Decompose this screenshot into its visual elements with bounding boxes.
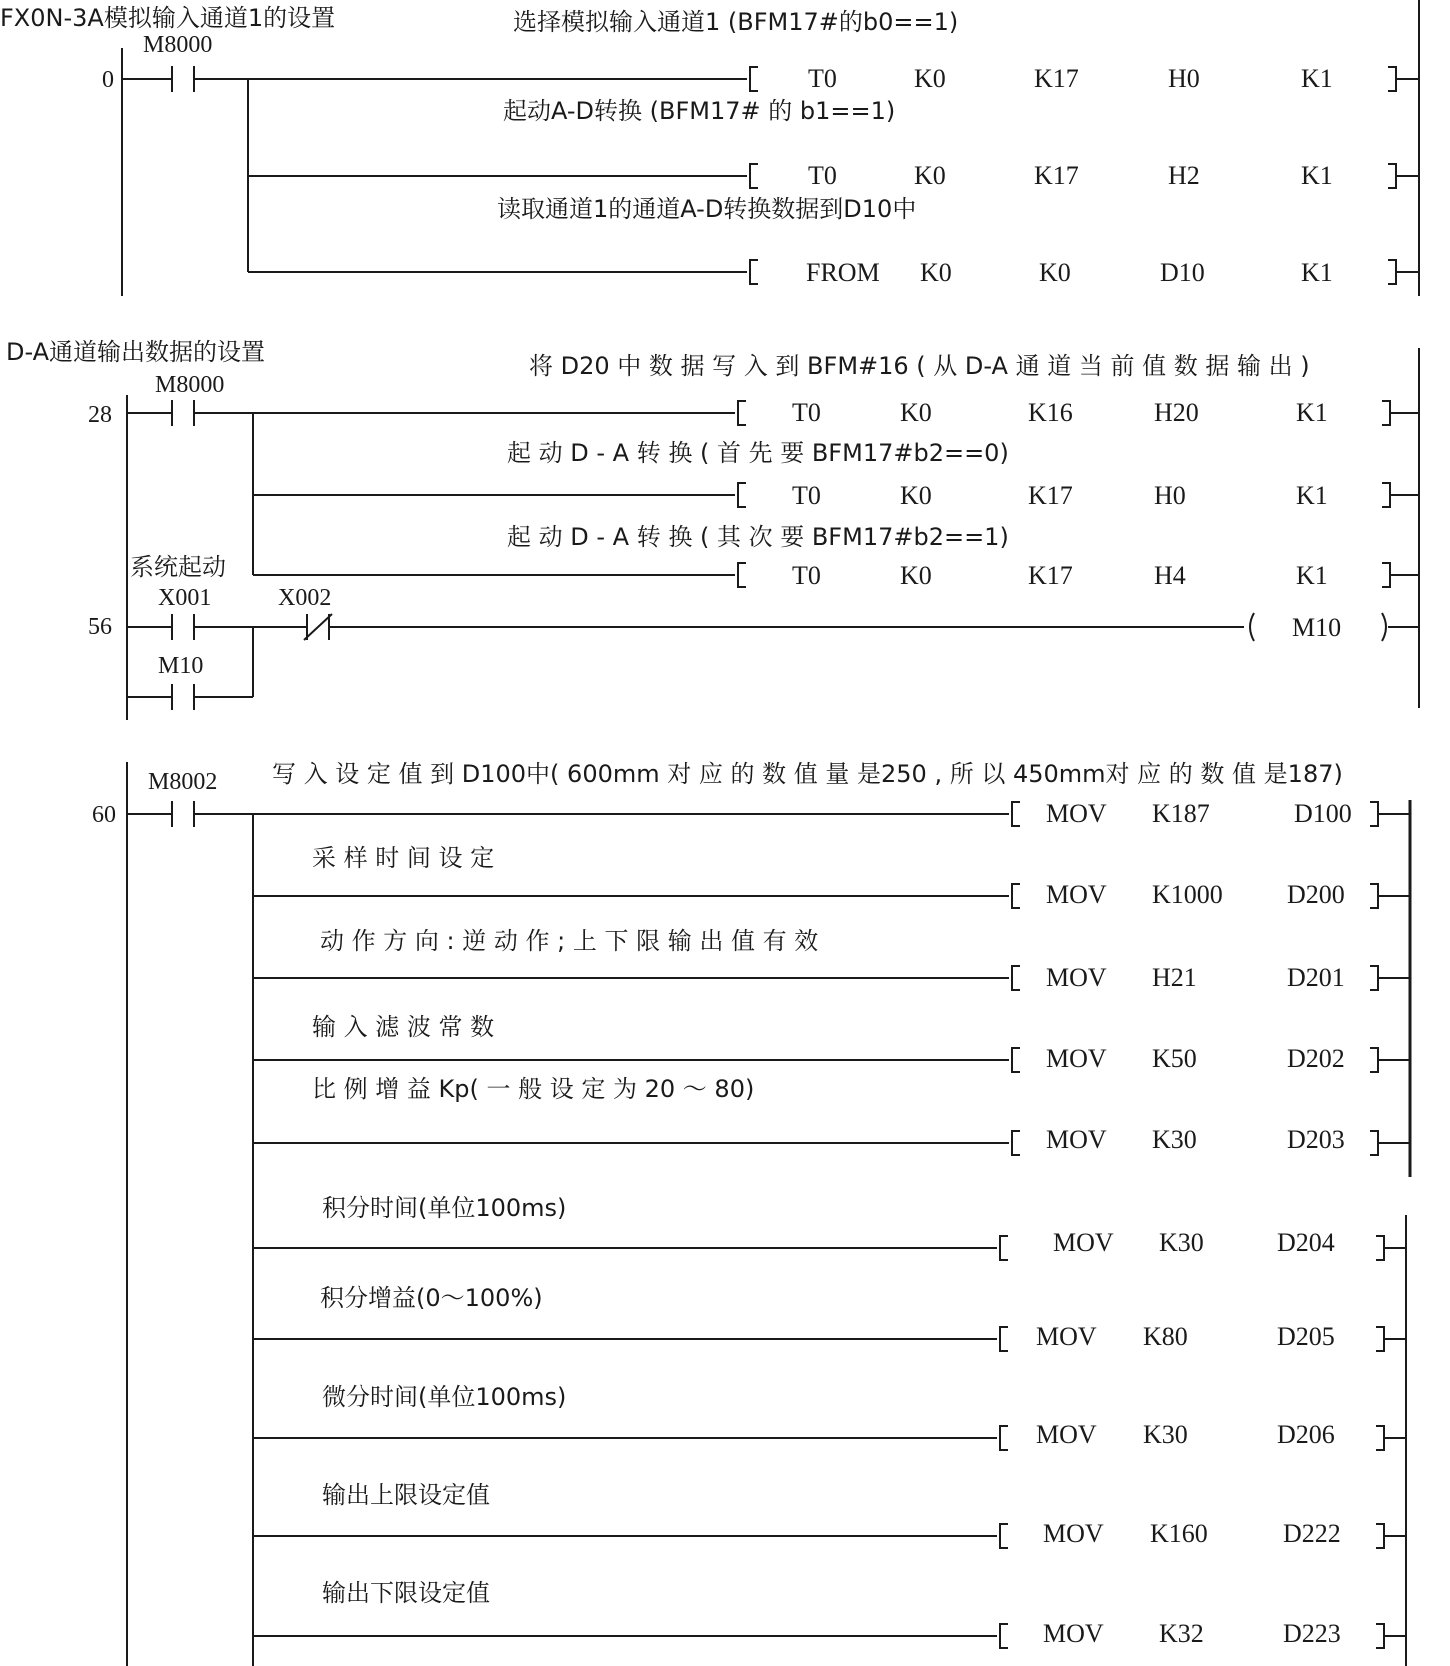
cell-pid-9-2: K160	[1150, 1519, 1208, 1548]
cell-pid-7-3: D205	[1277, 1322, 1335, 1351]
comment-da-3: 起 动 D - A 转 换 ( 其 次 要 BFM17#b2==1)	[507, 523, 1009, 551]
instruction-da-3	[738, 561, 1390, 590]
cell-da-3-4: H4	[1154, 561, 1186, 590]
comment-pid-2: 采 样 时 间 设 定	[312, 844, 495, 872]
cell-da-2-1: T0	[792, 481, 821, 510]
contact-da-label: M8000	[155, 372, 225, 398]
cell-da-1-4: H20	[1154, 398, 1199, 427]
comment-ad-1: 选择模拟输入通道1 (BFM17#的b0==1)	[513, 8, 959, 36]
cell-da-1-2: K0	[900, 398, 932, 427]
cell-da-3-5: K1	[1296, 561, 1328, 590]
cell-ad-3-4: D10	[1160, 258, 1205, 287]
cell-pid-7-1: MOV	[1036, 1322, 1097, 1351]
contact-m10-label: M10	[158, 653, 204, 679]
section-pid	[92, 760, 1410, 1666]
cell-pid-2-2: K1000	[1152, 880, 1223, 909]
cell-pid-10-2: K32	[1159, 1619, 1204, 1648]
contact-pid-m8002	[172, 801, 194, 827]
cell-pid-5-3: D203	[1287, 1125, 1345, 1154]
coil-m10	[1250, 613, 1386, 642]
comment-pid-7: 积分增益(0～100%)	[320, 1284, 543, 1312]
instruction-pid-7	[1000, 1322, 1384, 1351]
cell-pid-8-3: D206	[1277, 1420, 1335, 1449]
comment-pid-3: 动 作 方 向 : 逆 动 作 ; 上 下 限 输 出 值 有 效	[320, 927, 819, 955]
contact-x002-label: X002	[278, 585, 332, 611]
cell-ad-2-3: K17	[1034, 161, 1079, 190]
instruction-pid-2	[1012, 880, 1378, 909]
cell-ad-1-2: K0	[914, 64, 946, 93]
comment-ad-2: 起动A-D转换 (BFM17# 的 b1==1)	[503, 97, 896, 125]
comment-pid-1: 写 入 设 定 值 到 D100中( 600mm 对 应 的 数 值 量 是250 , 所 以 450mm对 应 的 数 值 是187)	[272, 760, 1343, 788]
cell-pid-6-3: D204	[1277, 1228, 1335, 1257]
cell-da-1-1: T0	[792, 398, 821, 427]
coil-m10-label: M10	[1292, 613, 1342, 642]
instruction-da-1	[738, 398, 1390, 427]
section-ad	[0, 0, 1419, 296]
section-da	[6, 338, 1419, 720]
cell-pid-4-2: K50	[1152, 1044, 1197, 1073]
cell-da-1-3: K16	[1028, 398, 1073, 427]
cell-pid-8-2: K30	[1143, 1420, 1188, 1449]
cell-pid-5-1: MOV	[1046, 1125, 1107, 1154]
contact-m10	[172, 684, 194, 710]
step-start: 56	[88, 614, 112, 640]
instruction-pid-9	[1000, 1519, 1384, 1548]
contact-x001	[172, 614, 194, 640]
step-pid: 60	[92, 802, 116, 828]
comment-pid-8: 微分时间(单位100ms)	[322, 1383, 567, 1411]
instruction-pid-8	[1000, 1420, 1384, 1450]
comment-da-1: 将 D20 中 数 据 写 入 到 BFM#16 ( 从 D-A 通 道 当 前 值 数 据 输 出 )	[529, 352, 1310, 380]
cell-ad-1-3: K17	[1034, 64, 1079, 93]
section-da-title: D-A通道输出数据的设置	[6, 338, 266, 366]
contact-x001-label: X001	[158, 585, 212, 611]
cell-da-3-1: T0	[792, 561, 821, 590]
cell-pid-9-3: D222	[1283, 1519, 1341, 1548]
comment-pid-9: 输出上限设定值	[322, 1481, 490, 1509]
instruction-pid-4	[1012, 1044, 1378, 1073]
cell-da-1-5: K1	[1296, 398, 1328, 427]
instruction-pid-3	[1012, 963, 1378, 992]
cell-da-2-4: H0	[1154, 481, 1186, 510]
cell-pid-1-2: K187	[1152, 799, 1210, 828]
comment-ad-3: 读取通道1的通道A-D转换数据到D10中	[497, 195, 917, 223]
cell-ad-3-2: K0	[920, 258, 952, 287]
instruction-pid-5	[1012, 1125, 1378, 1155]
cell-pid-2-3: D200	[1287, 880, 1345, 909]
cell-pid-6-1: MOV	[1053, 1228, 1114, 1257]
comment-pid-4: 输 入 滤 波 常 数	[312, 1013, 495, 1041]
cell-pid-5-2: K30	[1152, 1125, 1197, 1154]
cell-ad-2-5: K1	[1301, 161, 1333, 190]
cell-pid-6-2: K30	[1159, 1228, 1204, 1257]
section-ad-title: FX0N-3A模拟输入通道1的设置	[0, 4, 336, 32]
cell-da-2-5: K1	[1296, 481, 1328, 510]
cell-ad-3-1: FROM	[806, 258, 880, 287]
cell-ad-1-1: T0	[808, 64, 837, 93]
cell-pid-4-1: MOV	[1046, 1044, 1107, 1073]
instruction-pid-10	[1000, 1619, 1384, 1648]
cell-pid-4-3: D202	[1287, 1044, 1345, 1073]
cell-ad-1-4: H0	[1168, 64, 1200, 93]
cell-pid-7-2: K80	[1143, 1322, 1188, 1351]
cell-da-3-2: K0	[900, 561, 932, 590]
cell-ad-3-5: K1	[1301, 258, 1333, 287]
instruction-ad-2	[750, 161, 1396, 190]
cell-da-2-3: K17	[1028, 481, 1073, 510]
comment-pid-5: 比 例 增 益 Kp( 一 般 设 定 为 20 ～ 80)	[312, 1075, 755, 1103]
cell-pid-8-1: MOV	[1036, 1420, 1097, 1449]
instruction-ad-1	[750, 64, 1396, 93]
instruction-ad-3	[750, 258, 1396, 287]
cell-ad-1-5: K1	[1301, 64, 1333, 93]
cell-ad-2-4: H2	[1168, 161, 1200, 190]
cell-ad-2-1: T0	[808, 161, 837, 190]
comment-pid-10: 输出下限设定值	[322, 1579, 490, 1607]
cell-ad-3-3: K0	[1039, 258, 1071, 287]
contact-da-m8000	[172, 400, 194, 426]
section-start	[88, 553, 1419, 710]
cell-pid-3-2: H21	[1152, 963, 1197, 992]
cell-pid-9-1: MOV	[1043, 1519, 1104, 1548]
cell-ad-2-2: K0	[914, 161, 946, 190]
cell-pid-3-3: D201	[1287, 963, 1345, 992]
cell-pid-3-1: MOV	[1046, 963, 1107, 992]
instruction-pid-1	[1012, 799, 1378, 828]
step-da: 28	[88, 402, 112, 428]
comment-da-2: 起 动 D - A 转 换 ( 首 先 要 BFM17#b2==0)	[507, 439, 1009, 467]
cell-pid-1-3: D100	[1294, 799, 1352, 828]
cell-da-2-2: K0	[900, 481, 932, 510]
instruction-da-2	[738, 481, 1390, 510]
comment-pid-6: 积分时间(单位100ms)	[322, 1194, 567, 1222]
cell-pid-10-1: MOV	[1043, 1619, 1104, 1648]
cell-pid-1-1: MOV	[1046, 799, 1107, 828]
cell-pid-10-3: D223	[1283, 1619, 1341, 1648]
start-comment: 系统起动	[130, 553, 226, 581]
cell-pid-2-1: MOV	[1046, 880, 1107, 909]
step-ad: 0	[102, 67, 114, 93]
contact-x002	[304, 614, 332, 640]
contact-ad-m8000	[172, 66, 194, 92]
contact-ad-label: M8000	[143, 32, 213, 58]
contact-pid-label: M8002	[148, 769, 218, 795]
instruction-pid-6	[1000, 1228, 1384, 1260]
cell-da-3-3: K17	[1028, 561, 1073, 590]
